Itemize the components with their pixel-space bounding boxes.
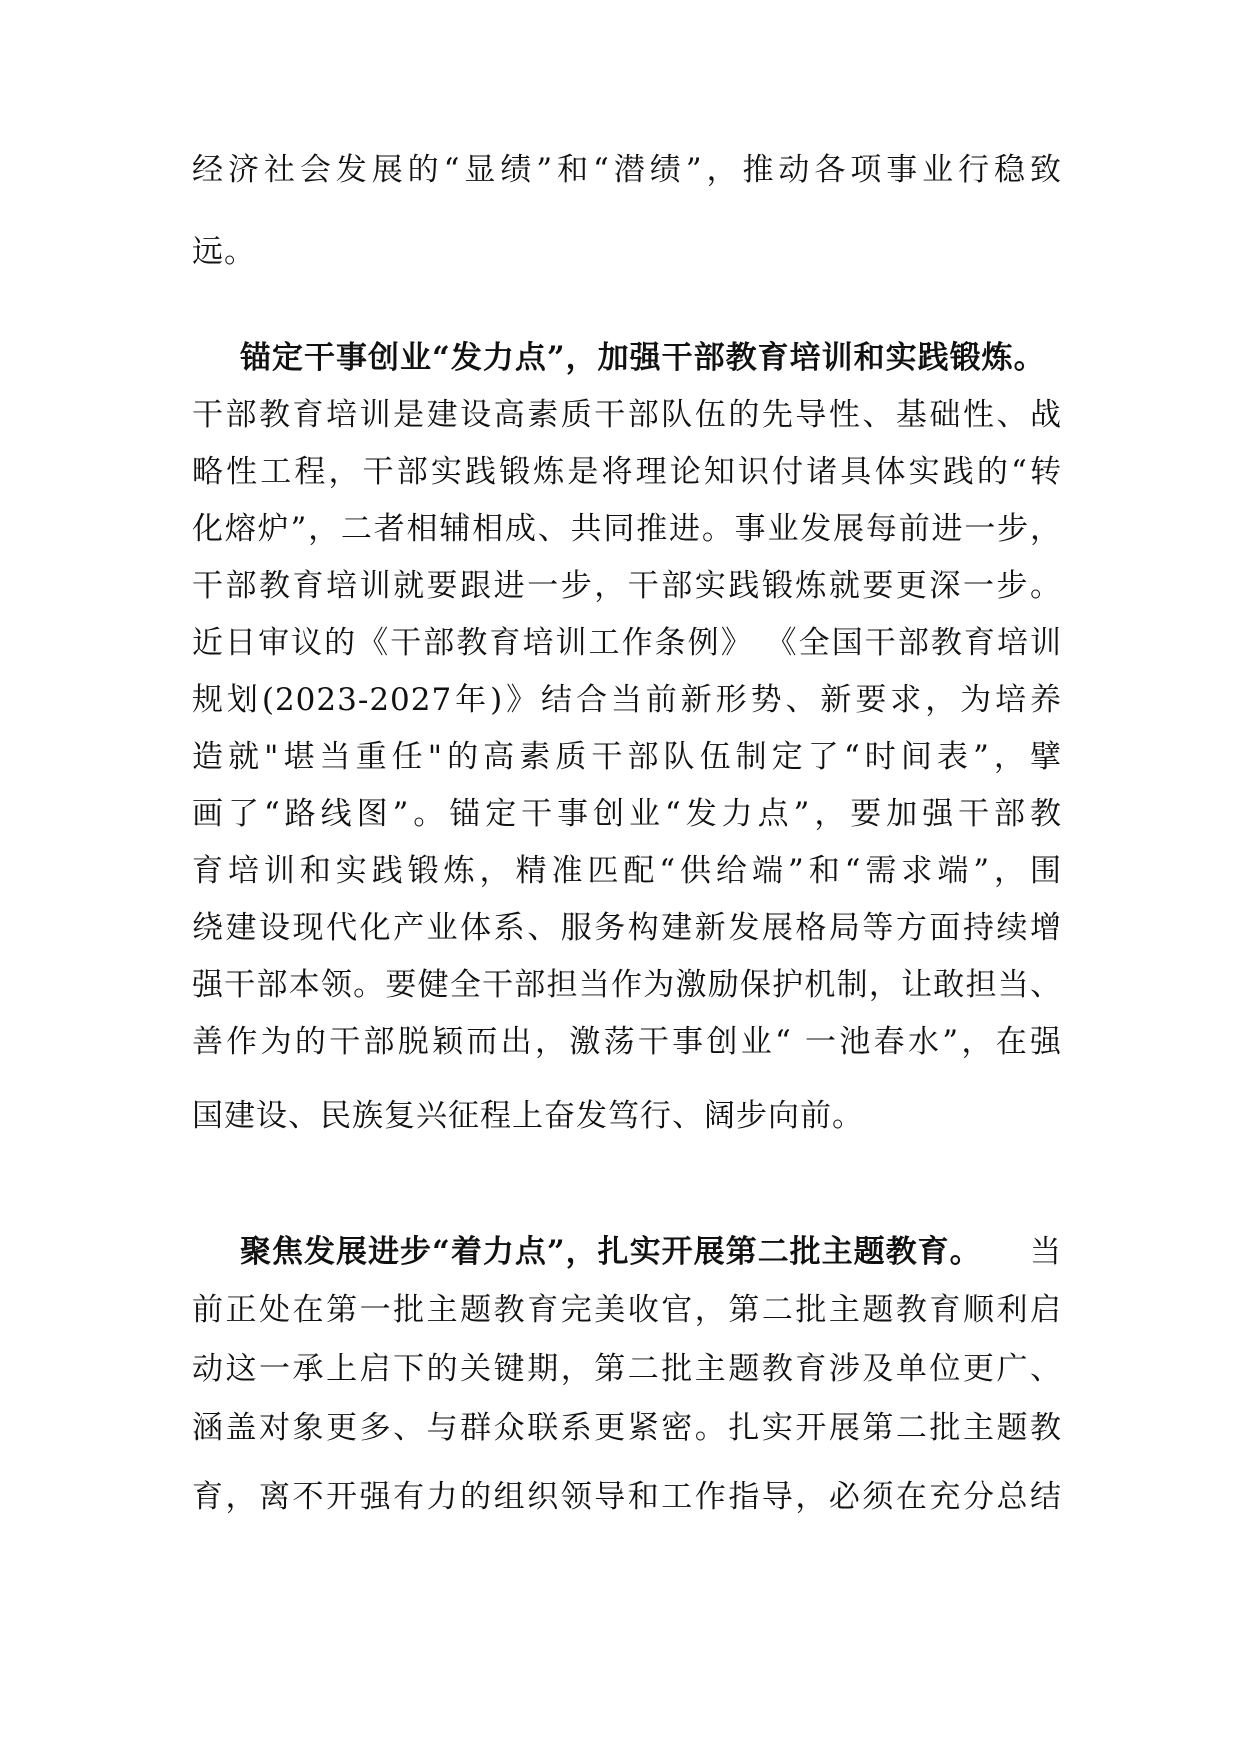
- section2-line-1: 前正处在第一批主题教育完美收官，第二批主题教育顺利启: [192, 1292, 1062, 1328]
- section1-line-6: 规划(2023-2027年)》结合当前新形势、新要求，为培养: [192, 682, 1062, 718]
- intro-line-2: 远。: [192, 234, 256, 270]
- section1-heading: 锚定干事创业“发力点”，加强干部教育培训和实践锻炼。: [240, 340, 1046, 376]
- intro-line-1: 经济社会发展的“显绩”和“潜绩”，推动各项事业行稳致: [192, 152, 1062, 188]
- section1-line-7: 造就"堪当重任"的高素质干部队伍制定了“时间表”，擘: [192, 739, 1062, 775]
- section1-line-9: 育培训和实践锻炼，精准匹配“供给端”和“需求端”，围: [192, 853, 1062, 889]
- section1-line-11: 强干部本领。要健全干部担当作为激励保护机制，让敢担当、: [192, 967, 1062, 1003]
- section2-heading-row: [240, 1232, 1062, 1272]
- section1-line-8: 画了“路线图”。锚定干事创业“发力点”，要加强干部教: [192, 796, 1062, 832]
- section1-line-12: 善作为的干部脱颖而出，激荡干事创业“ 一池春水”，在强: [192, 1024, 1062, 1060]
- section2-heading-tail: 当: [1030, 1234, 1062, 1270]
- section1-line-5: 近日审议的《干部教育培训工作条例》 《全国干部教育培训: [192, 625, 1062, 661]
- section1-line-2: 略性工程，干部实践锻炼是将理论知识付诸具体实践的“转: [192, 454, 1062, 490]
- section2-line-2: 动这一承上启下的关键期，第二批主题教育涉及单位更广、: [192, 1351, 1062, 1387]
- section1-line-3: 化熔炉”，二者相辅相成、共同推进。事业发展每前进一步，: [192, 511, 1062, 547]
- section2-heading: 聚焦发展进步“着力点”，扎实开展第二批主题教育。: [240, 1234, 982, 1270]
- section2-line-4: 育，离不开强有力的组织领导和工作指导，必须在充分总结: [192, 1479, 1062, 1515]
- section2-line-3: 涵盖对象更多、与群众联系更紧密。扎实开展第二批主题教: [192, 1410, 1062, 1446]
- section1-line-4: 干部教育培训就要跟进一步，干部实践锻炼就要更深一步。: [192, 568, 1062, 604]
- section1-line-13: 国建设、民族复兴征程上奋发笃行、阔步向前。: [192, 1098, 864, 1134]
- section1-line-10: 绕建设现代化产业体系、服务构建新发展格局等方面持续增: [192, 910, 1062, 946]
- section1-line-1: 干部教育培训是建设高素质干部队伍的先导性、基础性、战: [192, 397, 1062, 433]
